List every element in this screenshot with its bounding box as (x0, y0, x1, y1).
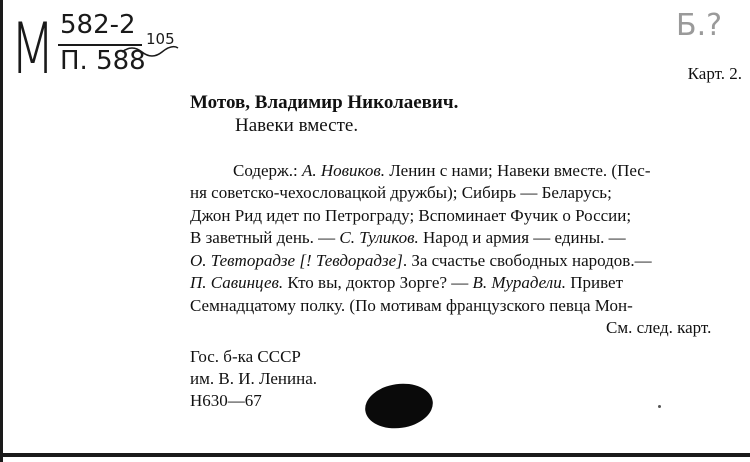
card-number: Карт. 2. (687, 64, 742, 83)
contents-line-6: П. Савинцев. Кто вы, доктор Зорге? — В. Мурадели. Привет (190, 273, 623, 292)
see-next-card: См. след. карт. (606, 318, 712, 337)
contents-line-2: ня советско-чехословацкой дружбы); Сибирь — Беларусь; (190, 183, 612, 202)
ink-blot (362, 379, 435, 432)
library-line-2: им. В. И. Ленина. (190, 369, 318, 388)
ink-dot (658, 405, 661, 408)
handwritten-superscript: 105 (146, 30, 175, 48)
author-heading: Мотов, Владимир Николаевич. (190, 92, 459, 113)
contents-line-1: Содерж.: А. Новиков. Ленин с нами; Навеки вместе. (Пес- (233, 161, 651, 180)
handwritten-shelf-mark: 582-2 (60, 10, 136, 40)
handwritten-letter: М (10, 8, 54, 90)
pencil-corner-mark: Б.? (676, 8, 723, 43)
library-line-1: Гос. б-ка СССР (190, 347, 301, 366)
contents-line-7: Семнадцатому полку. (По мотивам французского певца Мон- (190, 296, 633, 315)
contents-line-4: В заветный день. — С. Туликов. Народ и армия — едины. — (190, 228, 626, 247)
card-bottom-edge (0, 453, 750, 457)
card-left-edge (0, 0, 3, 462)
contents-line-5: О. Тевторадзе [! Тевдорадзе]. За счастье свободных народов.— (190, 251, 652, 270)
library-code: Н630—67 (190, 391, 262, 410)
contents-line-3: Джон Рид идет по Петрограду; Вспоминает Фучик о России; (190, 206, 632, 225)
work-title: Навеки вместе. (235, 115, 359, 136)
handwritten-squiggle (120, 40, 180, 60)
handwritten-inventory: П. 588 (60, 46, 146, 76)
